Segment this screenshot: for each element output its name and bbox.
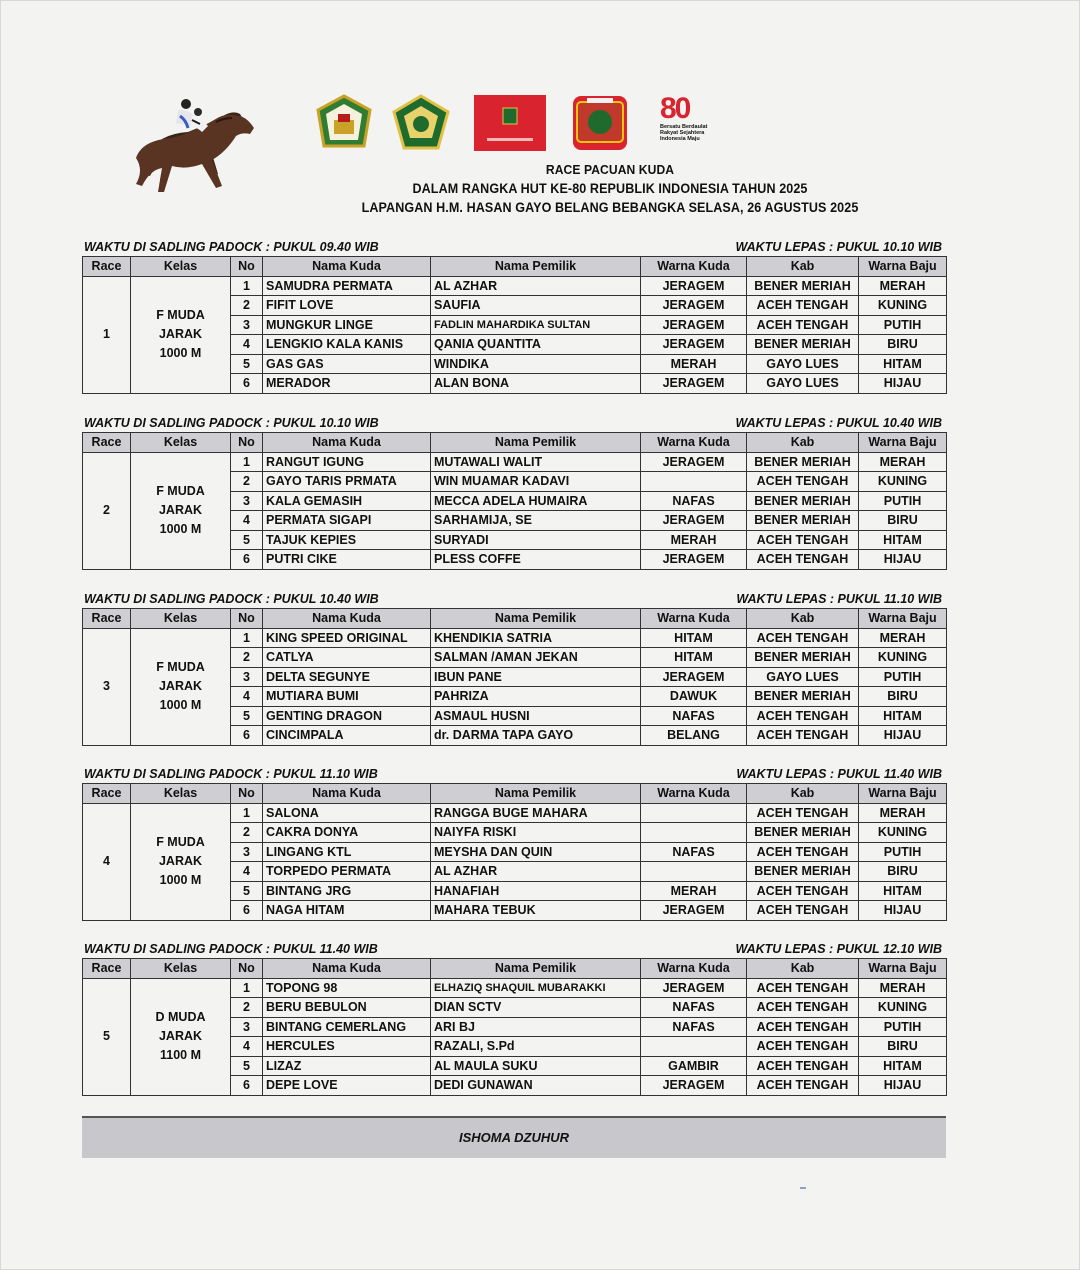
jersey-color: PUTIH — [859, 842, 947, 862]
column-header: Warna Baju — [859, 433, 947, 453]
jersey-color: KUNING — [859, 823, 947, 843]
jersey-color: HITAM — [859, 706, 947, 726]
regency: ACEH TENGAH — [747, 803, 859, 823]
column-header: No — [231, 257, 263, 277]
owner-name: ALAN BONA — [431, 374, 641, 394]
horse-name: PUTRI CIKE — [263, 550, 431, 570]
column-header: Nama Pemilik — [431, 433, 641, 453]
hut-80-number: 80 — [660, 92, 690, 125]
column-header: Kab — [747, 609, 859, 629]
regency: GAYO LUES — [747, 354, 859, 374]
horse-number: 2 — [231, 296, 263, 316]
column-header: Nama Kuda — [263, 609, 431, 629]
jersey-color: HITAM — [859, 881, 947, 901]
race-class — [131, 276, 231, 393]
column-header: Warna Kuda — [641, 433, 747, 453]
horse-number: 6 — [231, 726, 263, 746]
horse-color: MERAH — [641, 530, 747, 550]
regency: ACEH TENGAH — [747, 530, 859, 550]
regency: BENER MERIAH — [747, 511, 859, 531]
race-block — [82, 240, 946, 394]
padock-time: WAKTU DI SADLING PADOCK : PUKUL 10.10 WIB — [84, 416, 379, 430]
jersey-color: PUTIH — [859, 315, 947, 335]
regency: ACEH TENGAH — [747, 1056, 859, 1076]
regency: ACEH TENGAH — [747, 628, 859, 648]
horse-number: 1 — [231, 628, 263, 648]
regency: ACEH TENGAH — [747, 978, 859, 998]
padock-time: WAKTU DI SADLING PADOCK : PUKUL 09.40 WIB — [84, 240, 379, 254]
horse-name: RANGUT IGUNG — [263, 452, 431, 472]
start-time: WAKTU LEPAS : PUKUL 12.10 WIB — [735, 942, 942, 956]
owner-name: KHENDIKIA SATRIA — [431, 628, 641, 648]
horse-number: 3 — [231, 315, 263, 335]
regency: BENER MERIAH — [747, 276, 859, 296]
owner-name: DIAN SCTV — [431, 998, 641, 1018]
column-header: Race — [83, 433, 131, 453]
column-header: No — [231, 784, 263, 804]
horse-name: TORPEDO PERMATA — [263, 862, 431, 882]
title-line-3: LAPANGAN H.M. HASAN GAYO BELANG BEBANGKA SELASA, 26 AGUSTUS 2025 — [361, 200, 859, 215]
owner-name: RAZALI, S.Pd — [431, 1037, 641, 1057]
column-header: Race — [83, 784, 131, 804]
horse-name: CAKRA DONYA — [263, 823, 431, 843]
race-distance: 1000 M — [159, 698, 202, 712]
horse-name: KALA GEMASIH — [263, 491, 431, 511]
horse-color: DAWUK — [641, 687, 747, 707]
horse-number: 4 — [231, 335, 263, 355]
owner-name: DEDI GUNAWAN — [431, 1076, 641, 1096]
column-header: Nama Pemilik — [431, 959, 641, 979]
jersey-color: HITAM — [859, 354, 947, 374]
column-header: Kelas — [131, 784, 231, 804]
race-time-header — [82, 942, 946, 958]
start-time: WAKTU LEPAS : PUKUL 11.10 WIB — [736, 592, 942, 606]
race-time-header — [82, 416, 946, 432]
horse-number: 4 — [231, 687, 263, 707]
race-time-header — [82, 767, 946, 783]
race-class-name: F MUDA JARAK — [156, 660, 205, 693]
horse-color: NAFAS — [641, 706, 747, 726]
regency: BENER MERIAH — [747, 862, 859, 882]
race-number: 5 — [83, 978, 131, 1095]
padock-time: WAKTU DI SADLING PADOCK : PUKUL 10.40 WIB — [84, 592, 379, 606]
horse-color: NAFAS — [641, 1017, 747, 1037]
owner-name: SURYADI — [431, 530, 641, 550]
horse-name: BINTANG JRG — [263, 881, 431, 901]
horse-name: MUTIARA BUMI — [263, 687, 431, 707]
column-header: Nama Pemilik — [431, 257, 641, 277]
start-time: WAKTU LEPAS : PUKUL 10.10 WIB — [735, 240, 942, 254]
column-header: Nama Pemilik — [431, 609, 641, 629]
owner-name: SAUFIA — [431, 296, 641, 316]
owner-name: RANGGA BUGE MAHARA — [431, 803, 641, 823]
table-header-row — [83, 609, 947, 629]
jersey-color: KUNING — [859, 472, 947, 492]
horse-number: 2 — [231, 998, 263, 1018]
column-header: Warna Kuda — [641, 784, 747, 804]
hut-80-tagline-1: Bersatu Berdaulat — [660, 124, 708, 130]
horse-color: GAMBIR — [641, 1056, 747, 1076]
title-line-2: DALAM RANGKA HUT KE-80 REPUBLIK INDONESIA TAHUN 2025 — [412, 181, 808, 196]
horse-name: DELTA SEGUNYE — [263, 667, 431, 687]
jersey-color: PUTIH — [859, 1017, 947, 1037]
horse-color — [641, 1037, 747, 1057]
race-table — [82, 432, 947, 570]
jersey-color: HITAM — [859, 530, 947, 550]
race-distance: 1100 M — [159, 1048, 201, 1062]
red-banner-logo — [473, 94, 547, 154]
document-title — [160, 160, 1060, 217]
regency: BENER MERIAH — [747, 648, 859, 668]
regency: BENER MERIAH — [747, 687, 859, 707]
pordasi-logo — [571, 94, 629, 154]
horse-number: 6 — [231, 550, 263, 570]
horse-number: 5 — [231, 354, 263, 374]
owner-name: ARI BJ — [431, 1017, 641, 1037]
horse-number: 1 — [231, 452, 263, 472]
horse-color: JERAGEM — [641, 511, 747, 531]
owner-name: SARHAMIJA, SE — [431, 511, 641, 531]
regency: GAYO LUES — [747, 374, 859, 394]
jersey-color: KUNING — [859, 648, 947, 668]
horse-name: LENGKIO KALA KANIS — [263, 335, 431, 355]
jersey-color: MERAH — [859, 628, 947, 648]
race-table — [82, 783, 947, 921]
owner-name: MAHARA TEBUK — [431, 901, 641, 921]
column-header: Warna Baju — [859, 784, 947, 804]
hut-80-tagline-2: Rakyat Sejahtera — [660, 130, 705, 136]
regency: ACEH TENGAH — [747, 1037, 859, 1057]
horse-name: KING SPEED ORIGINAL — [263, 628, 431, 648]
horse-number: 3 — [231, 491, 263, 511]
horse-number: 4 — [231, 862, 263, 882]
owner-name: ELHAZIQ SHAQUIL MUBARAKKI — [431, 978, 641, 998]
table-header-row — [83, 433, 947, 453]
jersey-color: BIRU — [859, 511, 947, 531]
jersey-color: PUTIH — [859, 667, 947, 687]
owner-name: MECCA ADELA HUMAIRA — [431, 491, 641, 511]
padock-time: WAKTU DI SADLING PADOCK : PUKUL 11.10 WIB — [84, 767, 378, 781]
horse-number: 6 — [231, 374, 263, 394]
horse-name: GAS GAS — [263, 354, 431, 374]
table-row — [83, 452, 947, 472]
horse-color: HITAM — [641, 648, 747, 668]
ishoma-bar: ISHOMA DZUHUR — [82, 1116, 946, 1158]
jersey-color: HIJAU — [859, 374, 947, 394]
horse-name: LINGANG KTL — [263, 842, 431, 862]
horse-name: BERU BEBULON — [263, 998, 431, 1018]
horse-color: JERAGEM — [641, 978, 747, 998]
horse-name: CINCIMPALA — [263, 726, 431, 746]
jersey-color: PUTIH — [859, 491, 947, 511]
column-header: No — [231, 433, 263, 453]
race-distance: 1000 M — [159, 346, 202, 360]
owner-name: FADLIN MAHARDIKA SULTAN — [431, 315, 641, 335]
regency: ACEH TENGAH — [747, 550, 859, 570]
owner-name: QANIA QUANTITA — [431, 335, 641, 355]
owner-name: AL AZHAR — [431, 862, 641, 882]
start-time: WAKTU LEPAS : PUKUL 11.40 WIB — [736, 767, 942, 781]
scan-mark — [800, 1187, 806, 1189]
horse-name: HERCULES — [263, 1037, 431, 1057]
jersey-color: BIRU — [859, 687, 947, 707]
column-header: Kelas — [131, 609, 231, 629]
jersey-color: HIJAU — [859, 550, 947, 570]
race-block — [82, 416, 946, 570]
horse-color: JERAGEM — [641, 550, 747, 570]
jersey-color: HITAM — [859, 1056, 947, 1076]
owner-name: MUTAWALI WALIT — [431, 452, 641, 472]
owner-name: ASMAUL HUSNI — [431, 706, 641, 726]
horse-number: 6 — [231, 1076, 263, 1096]
race-class-name: F MUDA JARAK — [156, 835, 205, 868]
race-class-name: F MUDA JARAK — [156, 484, 205, 517]
horse-name: SALONA — [263, 803, 431, 823]
table-row — [83, 628, 947, 648]
horse-name: PERMATA SIGAPI — [263, 511, 431, 531]
horse-name: GAYO TARIS PRMATA — [263, 472, 431, 492]
owner-name: HANAFIAH — [431, 881, 641, 901]
regency: ACEH TENGAH — [747, 706, 859, 726]
horse-color: HITAM — [641, 628, 747, 648]
race-table — [82, 958, 947, 1096]
column-header: Kelas — [131, 959, 231, 979]
horse-name: NAGA HITAM — [263, 901, 431, 921]
horse-number: 3 — [231, 667, 263, 687]
race-block — [82, 942, 946, 1096]
horse-color: JERAGEM — [641, 901, 747, 921]
table-header-row — [83, 784, 947, 804]
column-header: Kelas — [131, 433, 231, 453]
table-row — [83, 803, 947, 823]
race-distance: 1000 M — [159, 873, 202, 887]
owner-name: SALMAN /AMAN JEKAN — [431, 648, 641, 668]
race-class — [131, 978, 231, 1095]
regency: GAYO LUES — [747, 667, 859, 687]
column-header: Nama Kuda — [263, 784, 431, 804]
column-header: Kelas — [131, 257, 231, 277]
horse-name: CATLYA — [263, 648, 431, 668]
horse-color: MERAH — [641, 354, 747, 374]
race-time-header — [82, 592, 946, 608]
race-number: 1 — [83, 276, 131, 393]
horse-number: 5 — [231, 1056, 263, 1076]
horse-color: JERAGEM — [641, 1076, 747, 1096]
horse-color: NAFAS — [641, 998, 747, 1018]
column-header: Kab — [747, 433, 859, 453]
regency: BENER MERIAH — [747, 491, 859, 511]
race-block — [82, 592, 946, 746]
regency: ACEH TENGAH — [747, 296, 859, 316]
horse-color: BELANG — [641, 726, 747, 746]
green-shield-logo — [392, 94, 450, 154]
race-number: 2 — [83, 452, 131, 569]
horse-color: JERAGEM — [641, 276, 747, 296]
horse-name: GENTING DRAGON — [263, 706, 431, 726]
hut-80-tagline-3: Indonesia Maju — [660, 136, 700, 142]
race-class — [131, 452, 231, 569]
horse-name: FIFIT LOVE — [263, 296, 431, 316]
regency: ACEH TENGAH — [747, 998, 859, 1018]
pemda-seal-logo — [316, 94, 372, 154]
column-header: Race — [83, 257, 131, 277]
race-class — [131, 628, 231, 745]
horse-color — [641, 472, 747, 492]
horse-color: JERAGEM — [641, 335, 747, 355]
column-header: Warna Kuda — [641, 257, 747, 277]
owner-name: AL MAULA SUKU — [431, 1056, 641, 1076]
regency: ACEH TENGAH — [747, 901, 859, 921]
horse-color: MERAH — [641, 881, 747, 901]
owner-name: IBUN PANE — [431, 667, 641, 687]
race-table — [82, 256, 947, 394]
column-header: Nama Kuda — [263, 433, 431, 453]
jersey-color: MERAH — [859, 276, 947, 296]
horse-number: 1 — [231, 978, 263, 998]
jersey-color: HIJAU — [859, 726, 947, 746]
column-header: Kab — [747, 959, 859, 979]
column-header: Race — [83, 959, 131, 979]
jersey-color: MERAH — [859, 452, 947, 472]
horse-color — [641, 862, 747, 882]
jersey-color: HIJAU — [859, 1076, 947, 1096]
race-number: 4 — [83, 803, 131, 920]
horse-number: 5 — [231, 881, 263, 901]
start-time: WAKTU LEPAS : PUKUL 10.40 WIB — [735, 416, 942, 430]
column-header: Kab — [747, 784, 859, 804]
horse-color — [641, 803, 747, 823]
race-class — [131, 803, 231, 920]
horse-name: TAJUK KEPIES — [263, 530, 431, 550]
regency: BENER MERIAH — [747, 452, 859, 472]
horse-color: JERAGEM — [641, 315, 747, 335]
owner-name: WIN MUAMAR KADAVI — [431, 472, 641, 492]
column-header: Warna Kuda — [641, 609, 747, 629]
race-number: 3 — [83, 628, 131, 745]
race-time-header — [82, 240, 946, 256]
jersey-color: KUNING — [859, 998, 947, 1018]
horse-name: BINTANG CEMERLANG — [263, 1017, 431, 1037]
horse-name: TOPONG 98 — [263, 978, 431, 998]
column-header: Warna Baju — [859, 609, 947, 629]
column-header: Nama Kuda — [263, 257, 431, 277]
horse-number: 6 — [231, 901, 263, 921]
column-header: No — [231, 959, 263, 979]
race-class-name: D MUDA JARAK — [155, 1010, 206, 1043]
regency: BENER MERIAH — [747, 823, 859, 843]
table-row — [83, 978, 947, 998]
regency: ACEH TENGAH — [747, 472, 859, 492]
horse-name: MERADOR — [263, 374, 431, 394]
jersey-color: BIRU — [859, 1037, 947, 1057]
horse-number: 2 — [231, 648, 263, 668]
jersey-color: MERAH — [859, 978, 947, 998]
horse-number: 4 — [231, 1037, 263, 1057]
column-header: Race — [83, 609, 131, 629]
regency: ACEH TENGAH — [747, 1076, 859, 1096]
jersey-color: HIJAU — [859, 901, 947, 921]
horse-number: 3 — [231, 1017, 263, 1037]
column-header: Nama Pemilik — [431, 784, 641, 804]
padock-time: WAKTU DI SADLING PADOCK : PUKUL 11.40 WIB — [84, 942, 378, 956]
regency: BENER MERIAH — [747, 335, 859, 355]
regency: ACEH TENGAH — [747, 726, 859, 746]
race-distance: 1000 M — [159, 522, 202, 536]
horse-number: 5 — [231, 706, 263, 726]
horse-number: 2 — [231, 823, 263, 843]
horse-color: JERAGEM — [641, 667, 747, 687]
column-header: Warna Baju — [859, 257, 947, 277]
jersey-color: MERAH — [859, 803, 947, 823]
regency: ACEH TENGAH — [747, 1017, 859, 1037]
race-block — [82, 767, 946, 921]
column-header: Warna Kuda — [641, 959, 747, 979]
horse-number: 2 — [231, 472, 263, 492]
horse-color: NAFAS — [641, 842, 747, 862]
horse-color: JERAGEM — [641, 452, 747, 472]
owner-name: PAHRIZA — [431, 687, 641, 707]
horse-number: 1 — [231, 803, 263, 823]
horse-name: LIZAZ — [263, 1056, 431, 1076]
column-header: No — [231, 609, 263, 629]
horse-number: 3 — [231, 842, 263, 862]
horse-number: 4 — [231, 511, 263, 531]
owner-name: NAIYFA RISKI — [431, 823, 641, 843]
column-header: Warna Baju — [859, 959, 947, 979]
owner-name: WINDIKA — [431, 354, 641, 374]
horse-name: SAMUDRA PERMATA — [263, 276, 431, 296]
jersey-color: BIRU — [859, 335, 947, 355]
table-header-row — [83, 959, 947, 979]
regency: ACEH TENGAH — [747, 881, 859, 901]
column-header: Kab — [747, 257, 859, 277]
jersey-color: BIRU — [859, 862, 947, 882]
race-class-name: F MUDA JARAK — [156, 308, 205, 341]
horse-name: DEPE LOVE — [263, 1076, 431, 1096]
regency: ACEH TENGAH — [747, 842, 859, 862]
column-header: Nama Kuda — [263, 959, 431, 979]
jersey-color: KUNING — [859, 296, 947, 316]
race-table — [82, 608, 947, 746]
owner-name: AL AZHAR — [431, 276, 641, 296]
regency: ACEH TENGAH — [747, 315, 859, 335]
table-header-row — [83, 257, 947, 277]
owner-name: dr. DARMA TAPA GAYO — [431, 726, 641, 746]
horse-number: 5 — [231, 530, 263, 550]
horse-color: NAFAS — [641, 491, 747, 511]
horse-color: JERAGEM — [641, 296, 747, 316]
table-row — [83, 276, 947, 296]
horse-color: JERAGEM — [641, 374, 747, 394]
owner-name: PLESS COFFE — [431, 550, 641, 570]
horse-name: MUNGKUR LINGE — [263, 315, 431, 335]
horse-color — [641, 823, 747, 843]
hut-80-logo — [660, 94, 722, 154]
horse-number: 1 — [231, 276, 263, 296]
title-line-1: RACE PACUAN KUDA — [545, 162, 675, 177]
owner-name: MEYSHA DAN QUIN — [431, 842, 641, 862]
